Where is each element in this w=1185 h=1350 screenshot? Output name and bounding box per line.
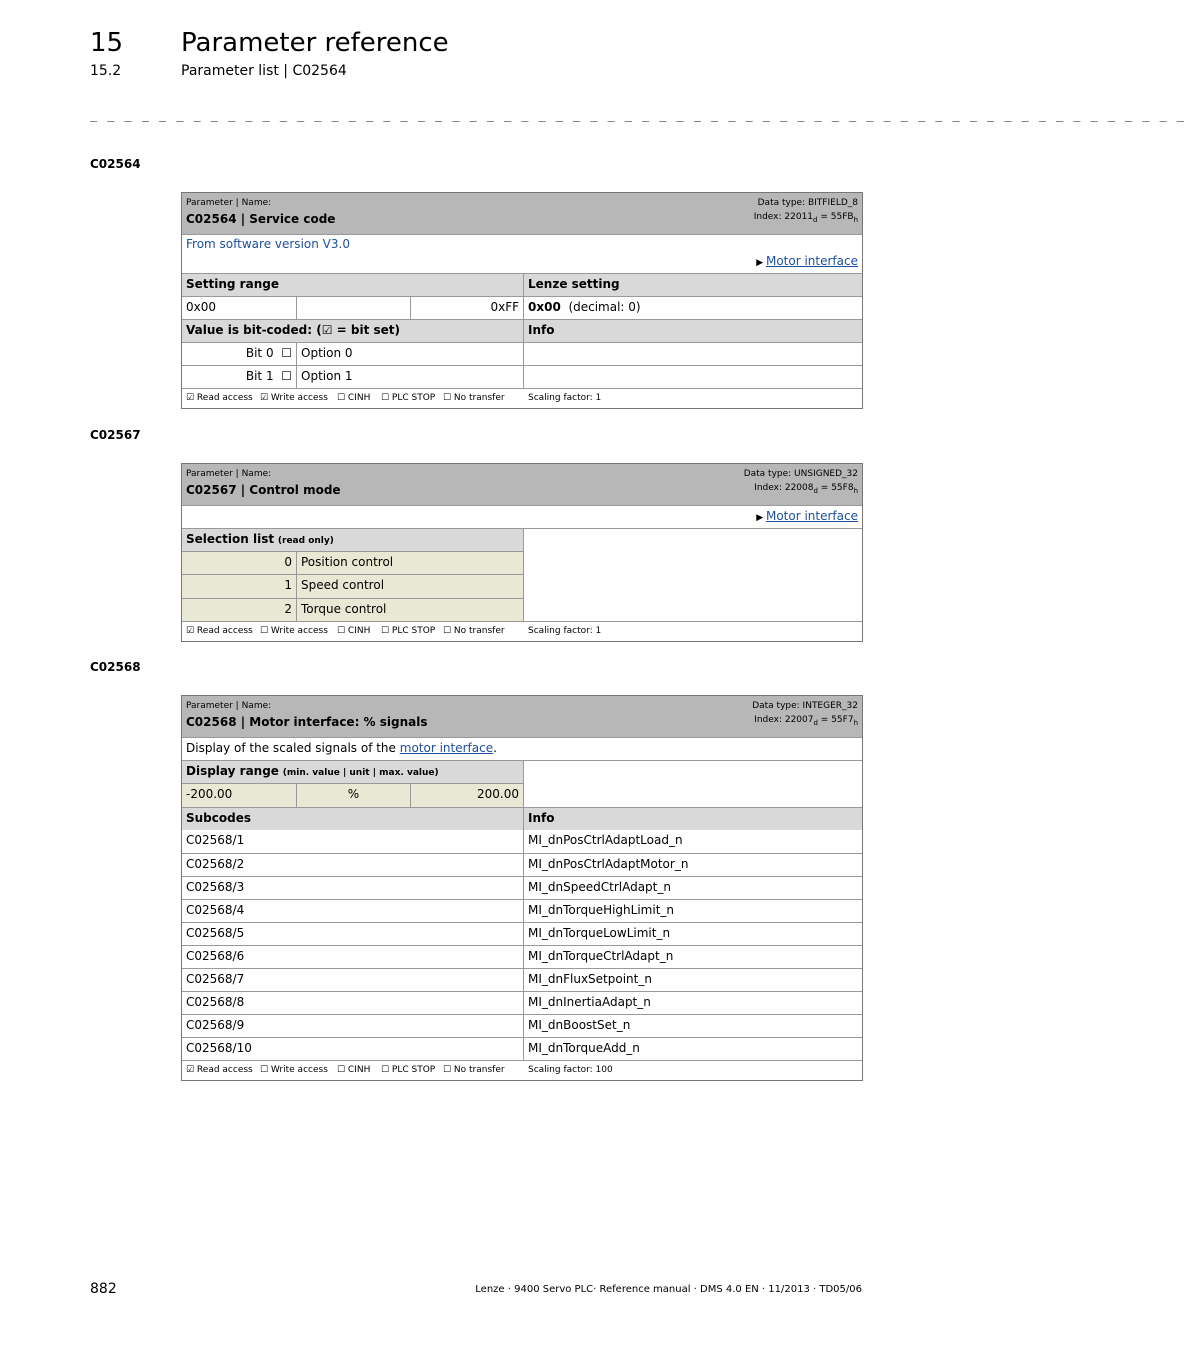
- link-row: [182, 505, 862, 528]
- subcode-info: MI_dnTorqueLowLimit_n: [523, 923, 862, 945]
- section-number: 15.2: [90, 63, 122, 79]
- param-heading-c02567: C02567: [90, 428, 141, 442]
- selection-block: [182, 528, 862, 621]
- range-max: 0xFF: [410, 297, 523, 319]
- version-note: From software version V3.0: [186, 237, 350, 251]
- param-table-c02567: [181, 463, 863, 642]
- chapter-title: Parameter reference: [181, 28, 449, 58]
- scaling-factor: Scaling factor: 1: [528, 393, 602, 403]
- param-label: Parameter | Name:: [186, 469, 272, 479]
- bit-info: [523, 343, 862, 365]
- subcodes-label: Subcodes: [186, 811, 252, 825]
- page-number: 882: [90, 1281, 117, 1297]
- subcode-code: C02568/7: [186, 972, 245, 986]
- display-range-values: [182, 784, 523, 808]
- selection-value: 2: [284, 602, 292, 616]
- subcode-code: C02568/6: [186, 949, 245, 963]
- lenze-setting-value: 0x00 (decimal: 0): [523, 297, 862, 319]
- param-index: Index: $22008_d = 55F8_h$: [754, 483, 858, 495]
- description-row: [182, 737, 862, 760]
- subcode-row: [182, 899, 862, 922]
- subcode-row: [182, 830, 862, 853]
- selection-item: [182, 599, 523, 622]
- display-range-label: Display range (min. value | unit | max. value): [186, 764, 439, 778]
- subcode-list: [182, 830, 862, 1060]
- plc-stop: ☐ PLC STOP: [381, 626, 436, 636]
- motor-interface-link[interactable]: ▶ Motor interface: [756, 254, 858, 268]
- subcode-info: MI_dnSpeedCtrlAdapt_n: [523, 877, 862, 899]
- access-footer: [182, 1060, 862, 1080]
- subcode-code: C02568/3: [186, 880, 245, 894]
- section-title: Parameter list | C02564: [181, 63, 347, 79]
- write-access: ☐ Write access: [260, 626, 328, 636]
- bit-info: [523, 366, 862, 388]
- bit-option: Option 1: [296, 366, 523, 388]
- param-name: C02564 | Service code: [186, 212, 336, 226]
- param-name: C02568 | Motor interface: % signals: [186, 715, 428, 729]
- bit-option: Option 0: [296, 343, 523, 365]
- param-label: Parameter | Name:: [186, 701, 272, 711]
- param-table-c02564: [181, 192, 863, 409]
- selection-value: 0: [284, 555, 292, 569]
- range-max: 200.00: [410, 784, 523, 808]
- write-access: ☐ Write access: [260, 1065, 328, 1075]
- scaling-factor: Scaling factor: 100: [528, 1065, 613, 1075]
- bit-label: Bit 0 ☐: [245, 346, 292, 360]
- access-footer: [182, 621, 862, 641]
- subcode-code: C02568/9: [186, 1018, 245, 1032]
- checkbox-icon: ☐: [281, 369, 292, 383]
- param-heading-c02564: C02564: [90, 157, 141, 171]
- subcode-row: [182, 945, 862, 968]
- data-type: Data type: BITFIELD_8: [757, 198, 858, 208]
- plc-stop: ☐ PLC STOP: [381, 1065, 436, 1075]
- subcode-code: C02568/1: [186, 833, 245, 847]
- range-min: 0x00: [186, 300, 217, 314]
- subcodes-header: [182, 807, 862, 830]
- param-header: [182, 193, 862, 234]
- subcode-code: C02568/5: [186, 926, 245, 940]
- triangle-right-icon: ▶: [756, 258, 766, 268]
- range-min: -200.00: [186, 787, 233, 801]
- no-transfer: ☐ No transfer: [443, 393, 505, 403]
- bit-row: [182, 365, 862, 388]
- no-transfer: ☐ No transfer: [443, 626, 505, 636]
- selection-text: Torque control: [296, 599, 523, 622]
- checkbox-icon: ☐: [281, 346, 292, 360]
- param-header: [182, 696, 862, 737]
- data-type: Data type: INTEGER_32: [752, 701, 858, 711]
- selection-info: [523, 529, 862, 622]
- selection-value: 1: [284, 578, 292, 592]
- param-heading-c02568: C02568: [90, 660, 141, 674]
- setting-range-row: [182, 296, 862, 319]
- selection-item: [182, 575, 523, 599]
- subcode-info: MI_dnBoostSet_n: [523, 1015, 862, 1037]
- display-range-block: [182, 760, 862, 807]
- setting-range-label: Setting range: [186, 277, 279, 291]
- subcode-code: C02568/8: [186, 995, 245, 1009]
- description: Display of the scaled signals of the motor interface.: [186, 741, 497, 755]
- cinh: ☐ CINH: [337, 1065, 371, 1075]
- subcode-row: [182, 968, 862, 991]
- subcode-row: [182, 876, 862, 899]
- param-index: Index: $22011_d = 55FB_h$: [753, 212, 858, 224]
- read-access: ☑ Read access: [186, 626, 253, 636]
- param-label: Parameter | Name:: [186, 198, 272, 208]
- range-unit: [296, 297, 410, 319]
- subcode-code: C02568/2: [186, 857, 245, 871]
- subcode-info: MI_dnFluxSetpoint_n: [523, 969, 862, 991]
- param-header: [182, 464, 862, 505]
- version-row: [182, 234, 862, 273]
- selection-list: [182, 529, 523, 622]
- subcode-row: [182, 1037, 862, 1060]
- data-type: Data type: UNSIGNED_32: [743, 469, 858, 479]
- bitcoded-label: Value is bit-coded: (☑ = bit set): [186, 323, 400, 337]
- subcode-info: MI_dnPosCtrlAdaptLoad_n: [523, 830, 862, 853]
- info-label: Info: [523, 320, 862, 342]
- display-range-header: [182, 761, 523, 784]
- subcode-row: [182, 991, 862, 1014]
- motor-interface-link[interactable]: motor interface: [399, 741, 494, 755]
- param-name: C02567 | Control mode: [186, 483, 341, 497]
- read-access: ☑ Read access: [186, 393, 253, 403]
- setting-range-header: [182, 273, 862, 296]
- motor-interface-link[interactable]: ▶ Motor interface: [756, 509, 858, 523]
- cinh: ☐ CINH: [337, 626, 371, 636]
- write-access: ☑ Write access: [260, 393, 328, 403]
- display-range-info: [523, 761, 862, 808]
- selection-label: Selection list (read only): [186, 532, 334, 546]
- no-transfer: ☐ No transfer: [443, 1065, 505, 1075]
- subcode-info: MI_dnTorqueHighLimit_n: [523, 900, 862, 922]
- bit-row: [182, 342, 862, 365]
- selection-text: Position control: [296, 552, 523, 574]
- subcode-row: [182, 853, 862, 876]
- subcode-info: MI_dnInertiaAdapt_n: [523, 992, 862, 1014]
- bitcoded-header: [182, 319, 862, 342]
- scaling-factor: Scaling factor: 1: [528, 626, 602, 636]
- subcode-code: C02568/10: [186, 1041, 252, 1055]
- subcode-row: [182, 922, 862, 945]
- cinh: ☐ CINH: [337, 393, 371, 403]
- subcode-code: C02568/4: [186, 903, 245, 917]
- header-separator: _ _ _ _ _ _ _ _ _ _ _ _ _ _ _ _ _ _ _ _ _ _ _ _ _ _ _ _ _ _ _ _ _ _ _ _ _ _ _ _ _ _ _ _ _ _ _ _ _ _ _ _ _ _ _ _ _ _ _ _ _ _ _ _: [90, 108, 1185, 122]
- triangle-right-icon: ▶: [756, 513, 766, 523]
- document-reference: Lenze · 9400 Servo PLC· Reference manual · DMS 4.0 EN · 11/2013 · TD05/06: [475, 1284, 862, 1295]
- plc-stop: ☐ PLC STOP: [381, 393, 436, 403]
- subcode-info: MI_dnTorqueAdd_n: [523, 1038, 862, 1060]
- chapter-number: 15: [90, 28, 124, 58]
- range-unit: %: [296, 784, 410, 808]
- selection-item: [182, 552, 523, 575]
- bit-label: Bit 1 ☐: [245, 369, 292, 383]
- subcode-row: [182, 1014, 862, 1037]
- lenze-setting-label: Lenze setting: [523, 274, 862, 296]
- access-footer: [182, 388, 862, 408]
- subcode-info: MI_dnTorqueCtrlAdapt_n: [523, 946, 862, 968]
- subcode-info: MI_dnPosCtrlAdaptMotor_n: [523, 854, 862, 876]
- param-table-c02568: [181, 695, 863, 1081]
- info-label: Info: [523, 808, 862, 830]
- selection-text: Speed control: [296, 575, 523, 598]
- param-index: Index: $22007_d = 55F7_h$: [754, 715, 858, 727]
- read-access: ☑ Read access: [186, 1065, 253, 1075]
- selection-header: [182, 529, 523, 552]
